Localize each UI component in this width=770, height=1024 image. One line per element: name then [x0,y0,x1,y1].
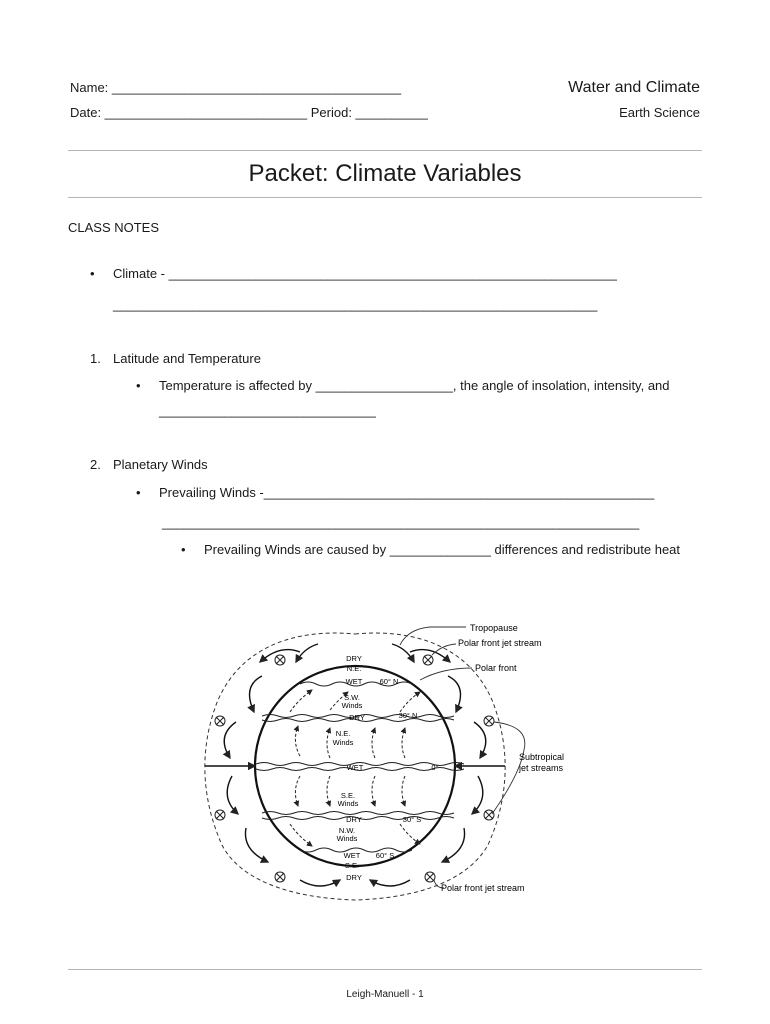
bullet-dot: • [181,542,186,557]
svg-text:N.E.: N.E. [346,664,362,673]
temperature-cont-line: ______________________________ [159,403,376,418]
svg-text:DRY: DRY [346,815,362,824]
svg-text:60° N: 60° N [379,677,399,686]
label-polar-front: Polar front [475,663,517,673]
topic2-number: 2. [90,457,101,472]
planetary-winds-diagram [190,612,590,912]
svg-text:Winds: Winds [337,799,359,808]
subject-label: Earth Science [619,105,700,120]
label-subtropical: Subtropical [519,752,565,762]
svg-text:N.E.: N.E. [335,729,351,738]
name-line: Name: ________________________________________ [70,80,402,95]
section-label: CLASS NOTES [68,220,160,235]
svg-text:N.W.: N.W. [338,826,356,835]
svg-text:Winds: Winds [336,834,358,843]
footer-page-label: Leigh-Manuell - 1 [346,989,424,1000]
svg-text:Winds: Winds [341,701,363,710]
svg-text:0°: 0° [431,763,439,772]
bullet-dot: • [136,378,141,393]
label-polar-jet-bottom: Polar front jet stream [441,883,525,893]
label-polar-jet-top: Polar front jet stream [458,638,542,648]
climate-cont-line: ___________________________________________________________________ [113,297,598,312]
topic1-heading: Latitude and Temperature [113,351,261,366]
svg-text:30° N: 30° N [398,711,418,720]
page-title: Packet: Climate Variables [248,160,522,187]
label-tropopause: Tropopause [470,623,518,633]
svg-text:S.W.: S.W. [344,693,360,702]
svg-text:DRY: DRY [346,654,362,663]
svg-text:Winds: Winds [332,738,354,747]
topic2-heading: Planetary Winds [113,457,208,472]
svg-text:WET: WET [346,763,364,772]
svg-text:S.E.: S.E. [340,791,356,800]
svg-text:WET: WET [345,677,363,686]
svg-text:60° S: 60° S [375,851,395,860]
course-title: Water and Climate [568,79,700,96]
topic1-number: 1. [90,351,101,366]
svg-text:S.E.: S.E. [344,861,360,870]
temperature-line: Temperature is affected by ___________________, the angle of insolation, intensity, and [159,378,670,393]
divider-title [68,197,702,198]
bullet-dot: • [136,485,141,500]
prevailing-winds-cont-line: __________________________________________________________________ [162,515,640,530]
divider-top [68,150,702,151]
label-jet-streams: jet streams [519,763,564,773]
svg-text:WET: WET [343,851,361,860]
svg-text:DRY: DRY [346,873,362,882]
svg-text:DRY: DRY [349,713,365,722]
svg-text:30° S: 30° S [402,815,422,824]
climate-line: Climate - ______________________________________________________________ [113,266,617,281]
divider-footer [68,969,702,970]
caused-by-line: Prevailing Winds are caused by ______________ differences and redistribute heat [204,542,681,557]
date-period-line: Date: ____________________________ Period: __________ [70,105,428,120]
bullet-dot: • [90,266,95,281]
prevailing-winds-line: Prevailing Winds -______________________________________________________ [159,485,655,500]
